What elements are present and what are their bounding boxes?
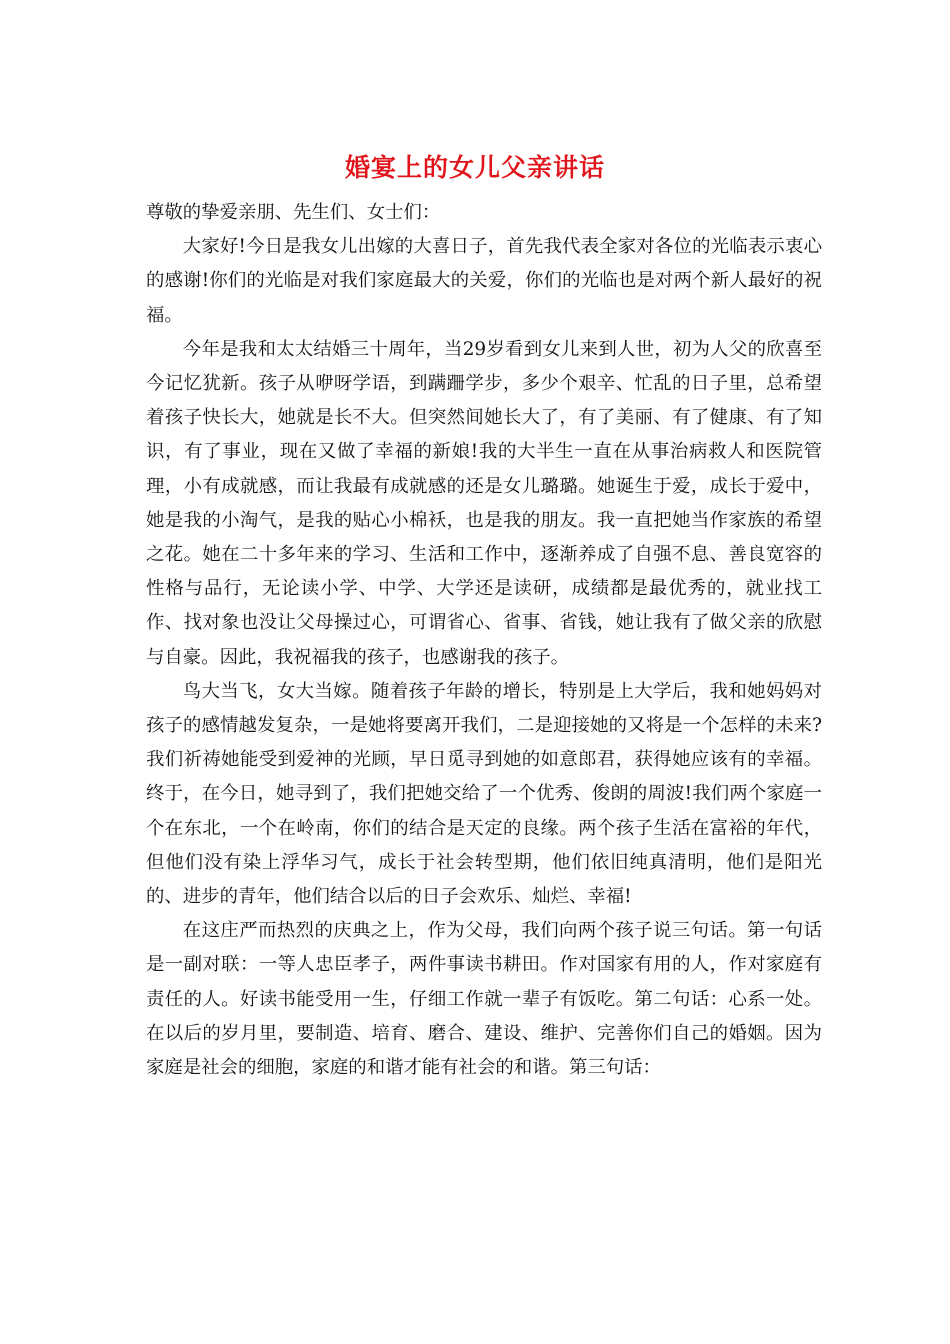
paragraph-1: 大家好!今日是我女儿出嫁的大喜日子，首先我代表全家对各位的光临表示衷心的感谢!你们的光临是对我们家庭最大的关爱，你们的光临也是对两个新人最好的祝福。 [146, 236, 822, 326]
document-title: 婚宴上的女儿父亲讲话 [344, 153, 605, 182]
document-body [146, 196, 822, 1085]
greeting-line: 尊敬的挚爱亲朋、先生们、女士们： [146, 202, 441, 223]
paragraph-4: 在这庄严而热烈的庆典之上，作为父母，我们向两个孩子说三句话。第一句话是一副对联：一等人忠臣孝子，两件事读书耕田。作对国家有用的人，作对家庭有责任的人。好读书能受用一生，仔细工作就一辈子有饭吃。第二句话：心系一处。在以后的岁月里，要制造、培育、磨合、建设、维护、完善你们自己的婚姻。因为家庭是社会的细胞，家庭的和谐才能有社会的和谐。第三句话： [146, 920, 822, 1079]
paragraph-3: 鸟大当飞，女大当嫁。随着孩子年龄的增长，特别是上大学后，我和她妈妈对孩子的感情越发复杂，一是她将要离开我们，二是迎接她的又将是一个怎样的未来?我们祈祷她能受到爱神的光顾，早日觅寻到她的如意郎君，获得她应该有的幸福。终于，在今日，她寻到了，我们把她交给了一个优秀、俊朗的周波!我们两个家庭一个在东北，一个在岭南，你们的结合是天定的良缘。两个孩子生活在富裕的年代，但他们没有染上浮华习气，成长于社会转型期，他们依旧纯真清明，他们是阳光的、进步的青年，他们结合以后的日子会欢乐、灿烂、幸福! [146, 680, 822, 908]
paragraph-2: 今年是我和太太结婚三十周年，当29岁看到女儿来到人世，初为人父的欣喜至今记忆犹新。孩子从咿呀学语，到蹒跚学步，多少个艰辛、忙乱的日子里，总希望着孩子快长大，她就是长不大。但突然间她长大了，有了美丽、有了健康、有了知识，有了事业，现在又做了幸福的新娘!我的大半生一直在从事治病救人和医院管理，小有成就感，而让我最有成就感的还是女儿璐璐。她诞生于爱，成长于爱中，她是我的小淘气，是我的贴心小棉袄，也是我的朋友。我一直把她当作家族的希望之花。她在二十多年来的学习、生活和工作中，逐渐养成了自强不息、善良宽容的性格与品行，无论读小学、中学、大学还是读研，成绩都是最优秀的，就业找工作、找对象也没让父母操过心，可谓省心、省事、省钱，她让我有了做父亲的欣慰与自豪。因此，我祝福我的孩子，也感谢我的孩子。 [146, 338, 822, 668]
